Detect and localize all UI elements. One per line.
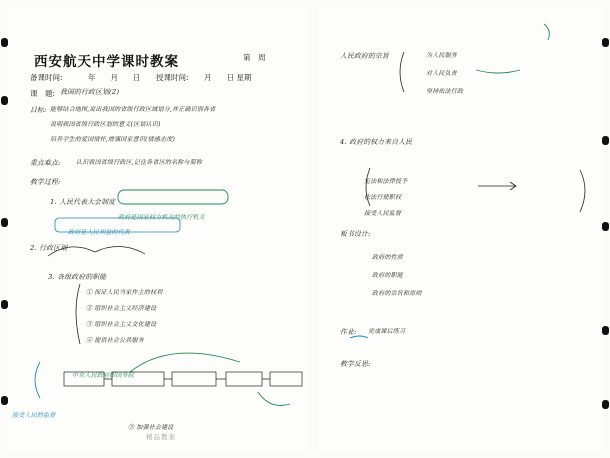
prep-time-label: 备课时间: (30, 73, 63, 82)
green-underline (476, 70, 520, 73)
summary-item-2: 政府的职能 (372, 272, 404, 279)
brace (580, 170, 585, 212)
green-box (118, 190, 228, 204)
function-2: ② 组织社会主义经济建设 (86, 305, 157, 312)
blue-mark (350, 336, 368, 338)
objectives-label: 目标: (30, 106, 47, 114)
process-label: 教学过程: (30, 178, 61, 186)
function-4: ④ 提供社会公共服务 (86, 337, 144, 344)
step-3: 3. 各级政府的职能 (48, 273, 107, 281)
blue-box (55, 218, 180, 232)
summary-item-3: 政府的宗旨和原则 (372, 290, 422, 297)
function-3: ③ 组织社会主义文化建设 (86, 321, 157, 328)
key-point-label: 重点难点: (30, 159, 61, 167)
objective-3: 培养学生的爱国情怀,增强国家意识(情感态度) (50, 136, 175, 143)
green-mark (544, 24, 549, 40)
arrow (478, 182, 516, 190)
week-label: 第 周 (243, 53, 266, 62)
step-b-item-2: 依法行使职权 (364, 194, 402, 201)
function-1: ① 保证人民当家作主的权利 (86, 289, 163, 296)
blue-note-1: 政府是人民利益的代表 (68, 229, 131, 236)
green-arc (130, 353, 240, 372)
page-title: 西安航天中学课时教案 (34, 54, 179, 70)
brace (400, 52, 404, 92)
flow-box (270, 372, 302, 386)
step-a-item-1: 为人民服务 (426, 52, 458, 59)
summary-item-1: 政府的性质 (372, 254, 404, 261)
bracket-curve (48, 246, 145, 256)
watermark: 精品教案 (146, 433, 176, 441)
topic-label: 课 题: (30, 89, 56, 98)
key-point-text: 认识我国省级行政区,记住各省区的名称与简称 (76, 159, 203, 166)
step-a: 人民政府的宗旨 (340, 52, 389, 60)
step-b-item-3: 接受人民监督 (364, 210, 402, 217)
flow-box (226, 372, 262, 386)
prep-date-units: 年 月 日 (88, 73, 141, 82)
brace (76, 284, 80, 344)
flow-box (64, 372, 104, 386)
blue-note-2: 接受人民的监督 (12, 412, 56, 419)
function-5: ⑤ 加强社会建设 (128, 424, 174, 431)
objective-2: 说明我国省级行政区划的意义(区划认识) (50, 121, 161, 128)
summary-label: 板书设计: (340, 230, 371, 238)
homework-text: 完成课后练习 (368, 328, 406, 335)
step-a-item-3: 坚持依法行政 (426, 88, 464, 95)
teach-time-label: 授课时间: (156, 73, 189, 82)
blue-arc (35, 362, 40, 398)
step-1: 1. 人民代表大会制度 (50, 198, 116, 206)
flow-box (112, 372, 164, 386)
reflection-label: 教学反思: (340, 360, 371, 368)
step-b: 4. 政府的权力来自人民 (340, 138, 413, 146)
step-b-item-1: 宪法和法律授予 (364, 178, 408, 185)
flow-box (172, 372, 216, 386)
step-a-item-2: 对人民负责 (426, 70, 458, 77)
green-arc (258, 392, 290, 406)
topic-value: 我国的行政区划(2) (60, 88, 120, 96)
teach-date-units: 月 日 星期 (204, 73, 252, 82)
green-note-1: 政府是国家权力机关的执行机关 (118, 214, 205, 221)
objective-1: 能够结合地图,说出我国的省级行政区域划分,并正确识别各省 (50, 106, 216, 113)
homework-label: 作业: (340, 328, 357, 336)
brace (366, 168, 370, 206)
green-note-2: 中央人民政府即国务院 (72, 372, 135, 379)
step-2: 2. 行政区划 (30, 244, 68, 252)
